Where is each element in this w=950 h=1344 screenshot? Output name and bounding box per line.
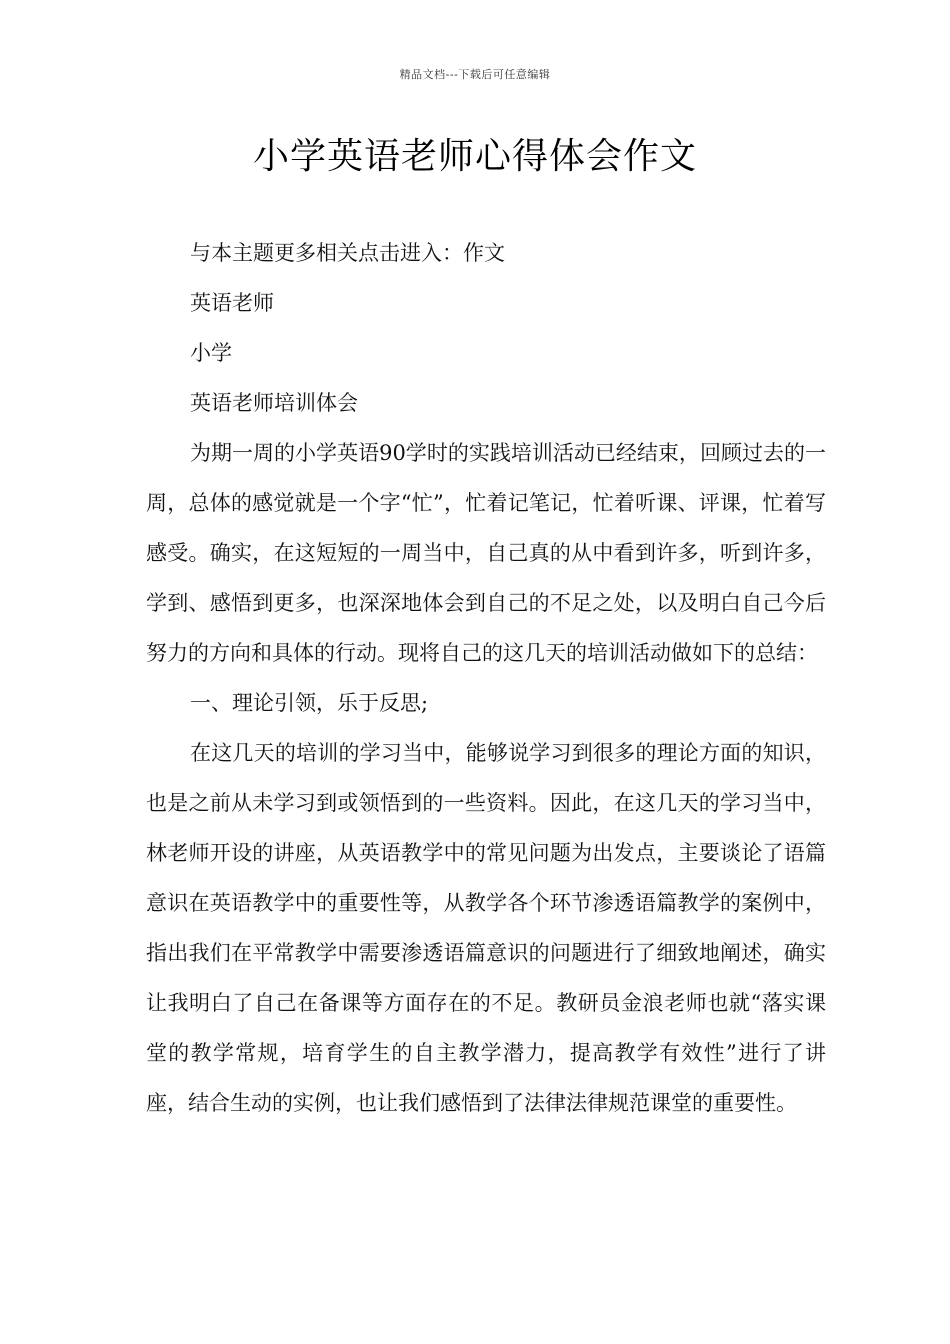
document-title: 小学英语老师心得体会作文 bbox=[252, 136, 697, 177]
paragraph-section-body: 在这几天的培训的学习当中，能够说学习到很多的理论方面的知识，也是之前从未学习到或领悟到的一些资料。因此，在这几天的学习当中，林老师开设的讲座，从英语教学中的常见问题为出发点，主要谈论了语篇意识在英语教学中的重要性等，从教学各个环节渗透语篇教学的案例中，指出我们在平常教学中需要渗透语篇意识的问题进行了细致地阐述，确实让我明白了自己在备课等方面存在的不足。教研员金浪老师也就“落实课堂的教学常规，培育学生的自主教学潜力，提高教学有效性”进行了讲座，结合生动的实例，也让我们感悟到了法律法律规范课堂的重要性。 bbox=[146, 741, 826, 1115]
paragraph-tag-english-teacher: 英语老师 bbox=[190, 291, 274, 315]
paragraph-intro: 为期一周的小学英语90学时的实践培训活动已经结束，回顾过去的一周，总体的感觉就是一个字“忙”，忙着记笔记，忙着听课、评课，忙着写感受。确实，在这短短的一周当中，自己真的从中看到许多，听到许多，学到、感悟到更多，也深深地体会到自己的不足之处，以及明白自己今后努力的方向和具体的行动。现将自己的这几天的培训活动做如下的总结： bbox=[146, 441, 826, 665]
header-note: 精品文档---下载后可任意编辑 bbox=[399, 68, 551, 81]
paragraph-related-topic: 与本主题更多相关点击进入：作文 bbox=[190, 241, 505, 265]
paragraph-tag-primary-school: 小学 bbox=[190, 341, 232, 365]
paragraph-section-heading: 一、理论引领，乐于反思; bbox=[190, 691, 429, 715]
paragraph-subtitle: 英语老师培训体会 bbox=[190, 391, 358, 415]
document-body bbox=[146, 228, 826, 1128]
